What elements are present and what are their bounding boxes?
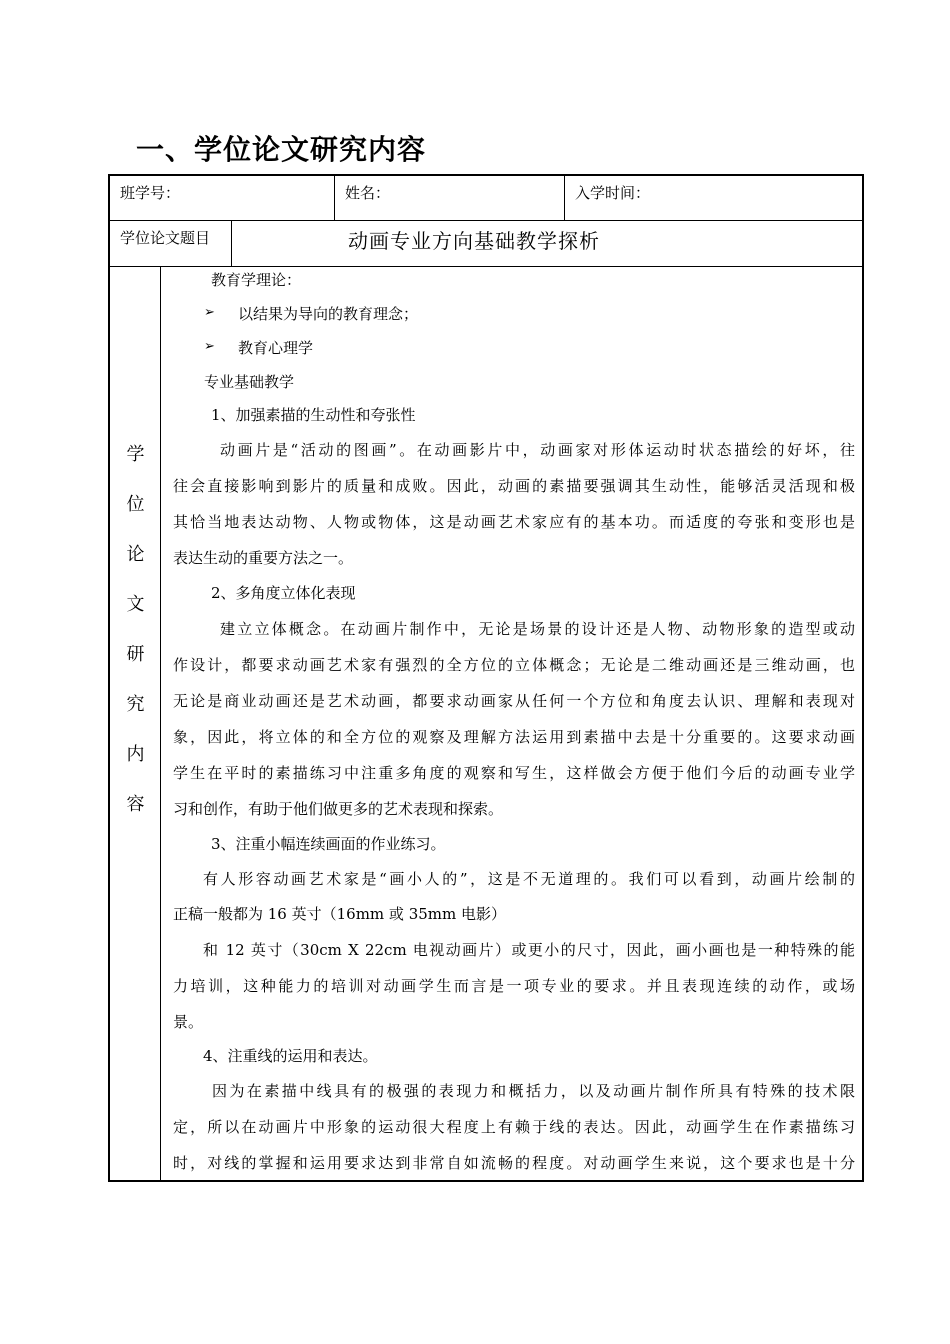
arrow-bullet-icon: ➢	[204, 305, 215, 320]
paragraph-line: 正稿一般都为 16 英寸（16mm 或 35mm 电影）	[173, 905, 506, 923]
paragraph-line: 习和创作，有助于他们做更多的艺术表现和探索。	[173, 800, 504, 818]
paragraph-line: 作设计，都要求动画艺术家有强烈的全方位的立体概念；无论是二维动画还是三维动画，也	[173, 656, 855, 674]
paragraph-line: 无论是商业动画还是艺术动画，都要求动画家从任何一个方位和角度去认识、理解和表现对	[173, 692, 855, 710]
research-content	[161, 267, 864, 1182]
paragraph-line: 建立立体概念。在动画片制作中，无论是场景的设计还是人物、动物形象的造型或动	[220, 620, 855, 638]
side-char: 研	[126, 644, 145, 665]
paragraph-line: 专业基础教学	[204, 373, 295, 391]
paragraph-line: 景。	[173, 1013, 204, 1031]
paragraph-line: 以结果为导向的教育理念；	[238, 305, 419, 323]
side-char: 究	[126, 694, 145, 715]
paragraph-line: 象，因此，将立体的和全方位的观察及理解方法运用到素描中去是十分重要的。这要求动画	[173, 728, 855, 746]
paragraph-line: 定，所以在动画片中形象的运动很大程度上有赖于线的表达。因此，动画学生在作素描练习	[173, 1118, 855, 1136]
class-no-field: 班学号：	[110, 176, 335, 220]
paragraph-line: 表达生动的重要方法之一。	[173, 549, 354, 567]
side-char: 内	[126, 744, 145, 765]
paragraph-line: 其恰当地表达动物、人物或物体，这是动画艺术家应有的基本功。而适度的夸张和变形也是	[173, 513, 855, 531]
side-char: 文	[126, 594, 145, 615]
thesis-title-label: 学位论文题目	[110, 221, 232, 266]
paragraph-line: 和 12 英寸（30cm X 22cm 电视动画片）或更小的尺寸，因此，画小画也是一种特殊的能	[203, 941, 855, 959]
paragraph-line: 因为在素描中线具有的极强的表现力和概括力，以及动画片制作所具有特殊的技术限	[212, 1082, 855, 1100]
thesis-title-row	[110, 221, 862, 267]
student-info-row	[110, 176, 862, 221]
paragraph-line: 时，对线的掌握和运用要求达到非常自如流畅的程度。对动画学生来说，这个要求也是十分	[173, 1154, 855, 1172]
section-heading: 2、多角度立体化表现	[211, 584, 356, 602]
thesis-form-table	[108, 174, 864, 1182]
page-title: 一、学位论文研究内容	[136, 133, 427, 166]
name-field: 姓名：	[335, 176, 565, 220]
paragraph-line: 有人形容动画艺术家是“画小人的”，这是不无道理的。我们可以看到，动画片绘制的	[203, 870, 855, 888]
side-char: 学	[126, 444, 145, 465]
arrow-bullet-icon: ➢	[204, 339, 215, 354]
side-char: 容	[126, 794, 145, 815]
section-side-label	[110, 267, 161, 1182]
thesis-title: 动画专业方向基础教学探析	[348, 229, 600, 253]
side-char: 位	[126, 494, 145, 515]
research-content-row	[110, 267, 862, 1182]
side-char: 论	[126, 544, 145, 565]
enroll-time-field: 入学时间：	[575, 184, 651, 202]
paragraph-line: 学生在平时的素描练习中注重多角度的观察和写生，这样做会方便于他们今后的动画专业学	[173, 764, 855, 782]
section-heading: 3、注重小幅连续画面的作业练习。	[211, 835, 446, 853]
paragraph-line: 教育学理论：	[211, 271, 302, 289]
section-heading: 4、注重线的运用和表达。	[203, 1047, 378, 1065]
section-heading: 1、加强素描的生动性和夸张性	[211, 406, 416, 424]
paragraph-line: 力培训，这种能力的培训对动画学生而言是一项专业的要求。并且表现连续的动作，或场	[173, 977, 855, 995]
paragraph-line: 往会直接影响到影片的质量和成败。因此，动画的素描要强调其生动性，能够活灵活现和极	[173, 477, 855, 495]
paragraph-line: 教育心理学	[238, 339, 314, 357]
paragraph-line: 动画片是“活动的图画”。在动画影片中，动画家对形体运动时状态描绘的好坏，往	[220, 441, 855, 459]
